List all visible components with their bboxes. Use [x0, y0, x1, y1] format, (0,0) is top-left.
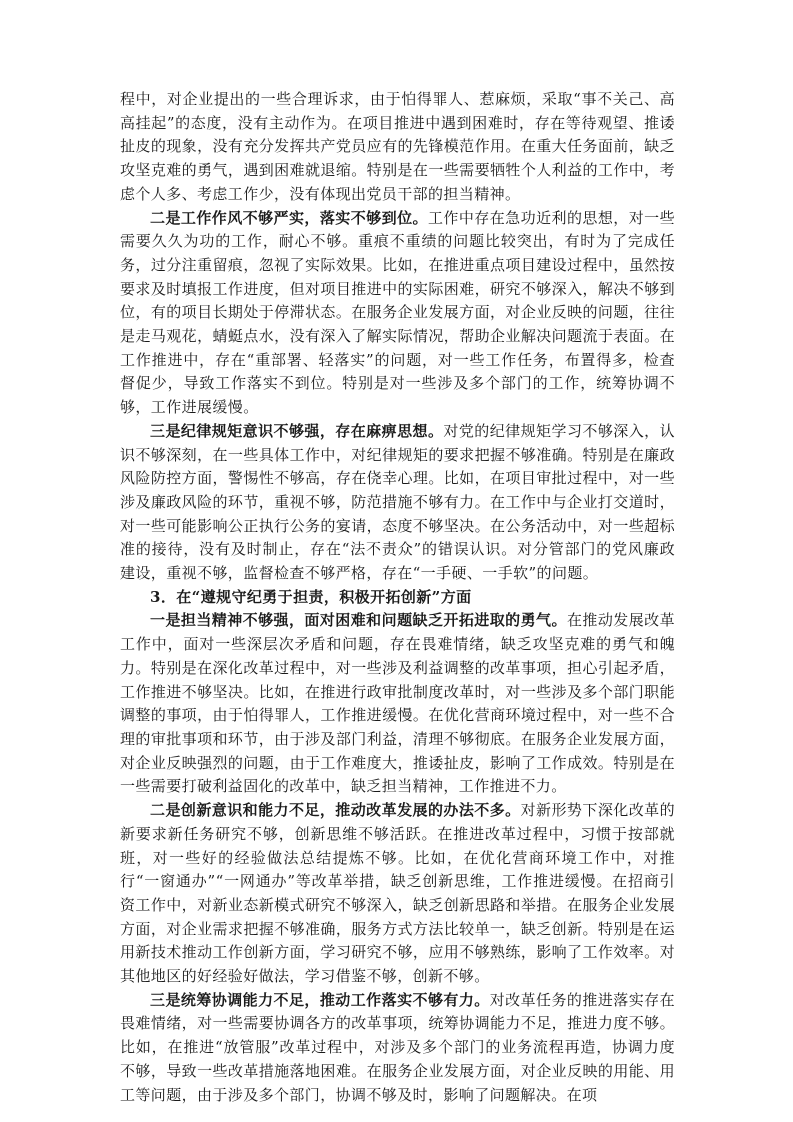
paragraph-lead: 一是担当精神不够强，面对困难和问题缺乏开拓进取的勇气。 — [150, 611, 567, 630]
paragraph-continuation — [120, 88, 675, 207]
paragraph-lead: 二是工作作风不够严实，落实不够到位。 — [150, 208, 428, 227]
paragraph-responsibility — [120, 609, 675, 799]
paragraph-text: 程中，对企业提出的一些合理诉求，由于怕得罪人、惹麻烦，采取“事不关己、高高挂起”的态度，没有主动作为。在项目推进中遇到困难时，存在等待观望、推诿扯皮的现象，没有充分发挥共产党员应有的先锋模范作用。在重大任务面前，缺乏攻坚克难的勇气，遇到困难就退缩。特别是在一些需要牺牲个人利益的工作中，考虑个人多、考虑工作少，没有体现出党员干部的担当精神。 — [120, 90, 675, 203]
paragraph-lead: 三是统筹协调能力不足，推动工作落实不够有力。 — [150, 990, 490, 1009]
paragraph-text: 对新形势下深化改革的新要求新任务研究不够，创新思维不够活跃。在推进改革过程中，习惯于按部就班，对一些好的经验做法总结提炼不够。比如，在优化营商环境工作中，对推行“一窗通办”“一网通办”等改革举措，缺乏创新思维，工作推进缓慢。在招商引资工作中，对新业态新模式研究不够深入，缺乏创新思路和举措。在服务企业发展方面，对企业需求把握不够准确，服务方式方法比较单一，缺乏创新。特别是在运用新技术推动工作创新方面，学习研究不够，应用不够熟练，影响了工作效率。对其他地区的好经验好做法，学习借鉴不够，创新不够。 — [120, 801, 675, 986]
section-heading: 3．在“遵规守纪勇于担责，积极开拓创新”方面 — [150, 587, 472, 606]
paragraph-discipline — [120, 420, 675, 586]
paragraph-coordination — [120, 989, 675, 1108]
paragraph-text: 工作中存在急功近利的思想，对一些需要久久为功的工作，耐心不够。重痕不重绩的问题比较突出，有时为了完成任务，过分注重留痕，忽视了实际效果。比如，在推进重点项目建设过程中，虽然按要求及时填报工作进度，但对项目推进中的实际困难，研究不够深入，解决不够到位，有的项目长期处于停滞状态。在服务企业发展方面，对企业反映的问题，往往是走马观花，蜻蜓点水，没有深入了解实际情况，帮助企业解决问题流于表面。在工作推进中，存在“重部署、轻落实”的问题，对一些工作任务，布置得多，检查督促少，导致工作落实不到位。特别是对一些涉及多个部门的工作，统筹协调不够，工作进展缓慢。 — [120, 208, 676, 417]
paragraph-text: 对党的纪律规矩学习不够深入，认识不够深刻，在一些具体工作中，对纪律规矩的要求把握不够准确。特别是在廉政风险防控方面，警惕性不够高，存在侥幸心理。比如，在项目审批过程中，对一些涉及廉政风险的环节，重视不够，防范措施不够有力。在工作中与企业打交道时，对一些可能影响公正执行公务的宴请，态度不够坚决。在公务活动中，对一些超标准的接待，没有及时制止，存在“法不责众”的错误认识。对分管部门的党风廉政建设，重视不够，监督检查不够严格，存在“一手硬、一手软”的问题。 — [120, 421, 675, 583]
paragraph-text: 对改革任务的推进落实存在畏难情绪，对一些需要协调各方的改革事项，统筹协调能力不足，推进力度不够。比如，在推进“放管服”改革过程中，对涉及多个部门的业务流程再造，协调力度不够，导致一些改革措施落地困难。在服务企业发展方面，对企业反映的用能、用工等问题，由于涉及多个部门，协调不够及时，影响了问题解决。在项 — [120, 990, 675, 1104]
paragraph-lead: 三是纪律规矩意识不够强，存在麻痹思想。 — [150, 421, 444, 440]
paragraph-text: 在推动发展改革工作中，面对一些深层次矛盾和问题，存在畏难情绪，缺乏攻坚克难的勇气和魄力。特别是在深化改革过程中，对一些涉及利益调整的改革事项，担心引起矛盾，工作推进不够坚决。比如，在推进行政审批制度改革时，对一些涉及多个部门职能调整的事项，由于怕得罪人，工作推进缓慢。在优化营商环境过程中，对一些不合理的审批事项和环节，由于涉及部门利益，清理不够彻底。在服务企业发展方面，对企业反映强烈的问题，由于工作难度大，推诿扯皮，影响了工作成效。特别是在一些需要打破利益固化的改革中，缺乏担当精神，工作推进不力。 — [120, 611, 675, 796]
paragraph-work-style — [120, 207, 675, 420]
paragraph-lead: 二是创新意识和能力不足，推动改革发展的办法不多。 — [150, 801, 521, 820]
document-page — [120, 88, 675, 1107]
paragraph-innovation — [120, 799, 675, 989]
